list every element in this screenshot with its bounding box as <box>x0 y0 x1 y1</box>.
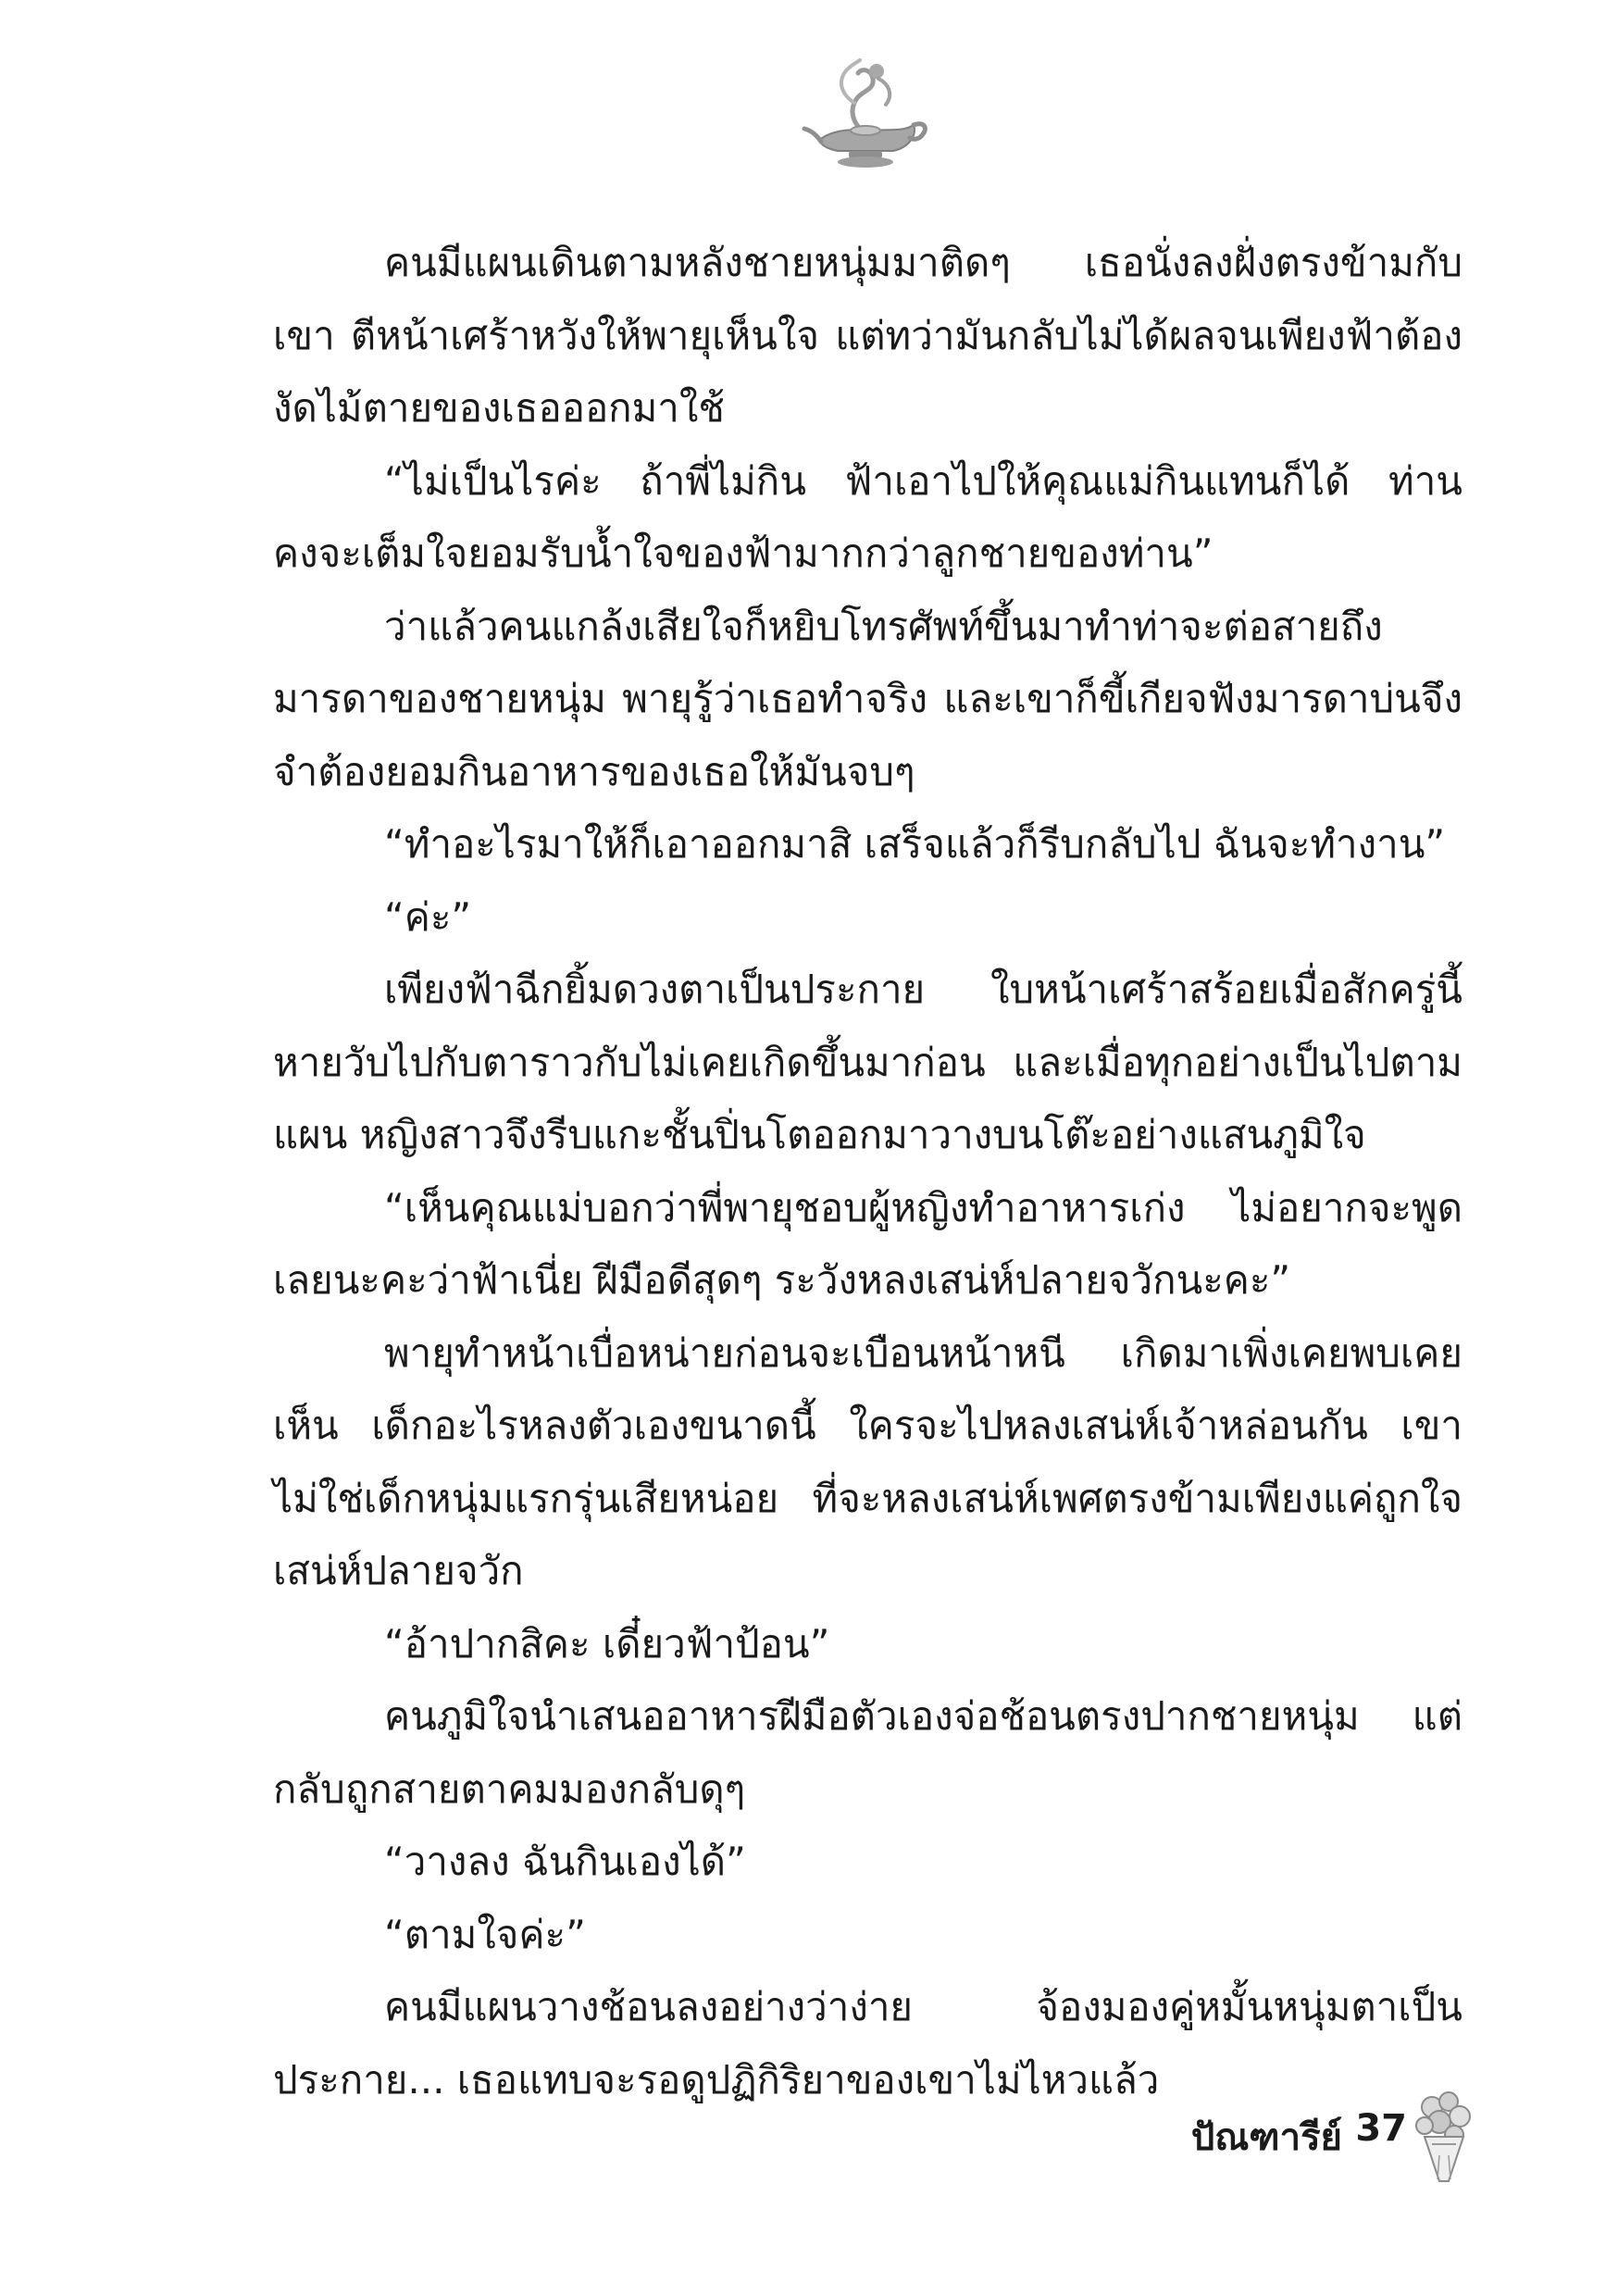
paragraph: “ค่ะ” <box>384 893 472 940</box>
paragraph: “อ้าปากสิคะ เดี๋ยวฟ้าป้อน” <box>384 1620 830 1666</box>
paragraph: “ทำอะไรมาให้ก็เอาออกมาสิ เสร็จแล้วก็รีบกลับไป ฉันจะทำงาน” <box>384 821 1446 867</box>
paragraph: ว่าแล้วคนแกล้งเสียใจก็หยิบโทรศัพท์ขึ้นมาทำท่าจะต่อสายถึงมารดาของชายหนุ่ม พายุรู้ว่าเธอทำจริง และเขาก็ขี้เกียจฟังมารดาบ่นจึงจำต้องยอมกินอาหารของเธอให้มันจบๆ <box>273 603 1462 794</box>
story-text <box>273 227 1462 2116</box>
paragraph: คนภูมิใจนำเสนออาหารฝีมือตัวเองจ่อช้อนตรงปากชายหนุ่ม แต่กลับถูกสายตาคมมองกลับดุๆ <box>273 1693 1462 1812</box>
flower-bouquet-icon <box>1412 2089 1476 2186</box>
paragraph: “ไม่เป็นไรค่ะ ถ้าพี่ไม่กิน ฟ้าเอาไปให้คุณแม่กินแทนก็ได้ ท่านคงจะเต็มใจยอมรับน้ำใจของฟ้ามากกว่าลูกชายของท่าน” <box>273 457 1462 576</box>
paragraph: คนมีแผนเดินตามหลังชายหนุ่มมาติดๆ เธอนั่งลงฝั่งตรงข้ามกับเขา ตีหน้าเศร้าหวังให้พายุเห็นใจ แต่ทว่ามันกลับไม่ได้ผลจนเพียงฟ้าต้องงัดไม้ตายของเธอออกมาใช้ <box>273 240 1462 430</box>
genie-lamp-icon <box>801 51 930 171</box>
page-number: 37 <box>1355 2107 1407 2150</box>
paragraph: คนมีแผนวางช้อนลงอย่างว่าง่าย จ้องมองคู่หมั้นหนุ่มตาเป็นประกาย... เธอแทบจะรอดูปฏิกิริยาของเขาไม่ไหวแล้ว <box>273 1984 1462 2103</box>
paragraph: “ตามใจค่ะ” <box>384 1911 586 1957</box>
page-footer <box>1125 2089 1476 2190</box>
paragraph: เพียงฟ้าฉีกยิ้มดวงตาเป็นประกาย ใบหน้าเศร้าสร้อยเมื่อสักครู่นี้หายวับไปกับตาราวกับไม่เคยเกิดขึ้นมาก่อน และเมื่อทุกอย่างเป็นไปตามแผน หญิงสาวจึงรีบแกะชั้นปิ่นโตออกมาวางบนโต๊ะอย่างแสนภูมิใจ <box>273 967 1462 1157</box>
paragraph: พายุทำหน้าเบื่อหน่ายก่อนจะเบือนหน้าหนี เกิดมาเพิ่งเคยพบเคยเห็น เด็กอะไรหลงตัวเองขนาดนี้ ใครจะไปหลงเสน่ห์เจ้าหล่อนกัน เขาไม่ใช่เด็กหนุ่มแรกรุ่นเสียหน่อย ที่จะหลงเสน่ห์เพศตรงข้ามเพียงแค่ถูกใจเสน่ห์ปลายจวัก <box>273 1329 1462 1593</box>
author-name: ปัณฑารีย์ <box>1190 2116 1342 2159</box>
paragraph: “วางลง ฉันกินเองได้” <box>384 1839 746 1884</box>
paragraph: “เห็นคุณแม่บอกว่าพี่พายุชอบผู้หญิงทำอาหารเก่ง ไม่อยากจะพูดเลยนะคะว่าฟ้าเนี่ย ฝีมือดีสุดๆ ระวังหลงเสน่ห์ปลายจวักนะคะ” <box>273 1184 1462 1303</box>
